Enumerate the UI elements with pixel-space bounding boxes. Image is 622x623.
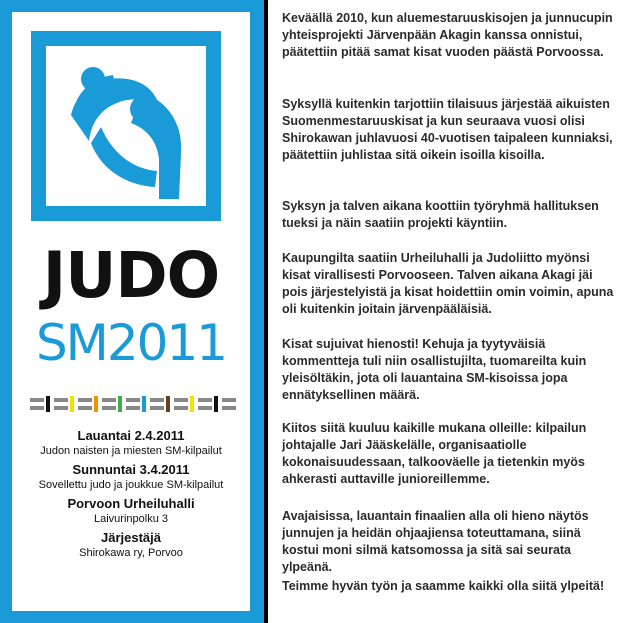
belt-group-4 <box>102 396 122 412</box>
poster-panel <box>12 12 250 611</box>
poster-subtitle: SM2011 <box>35 314 227 372</box>
article-paragraph-4: Kaupungilta saatiin Urheiluhalli ja Judoliitto myönsi kisat virallisesti Porvooseen. Talven aikana Akagi jäi pois järjestelyistä ja kisat hoidettiin omin voimin, apuna oli kuitenkin joitain järvenpääläisiä. <box>282 251 614 316</box>
event-description: Sovellettu judo ja joukkue SM-kilpailut <box>38 479 224 491</box>
belt-group-7 <box>174 396 194 412</box>
article-paragraph-7: Avajaisissa, lauantain finaalien alla oli hieno näytös junnujen ja heidän ohjaajiensa toteuttamana, siinä kostui moni silmä katsomossa ja sitä sai seurata ylpeänä. <box>282 509 589 574</box>
logo-frame <box>31 31 221 221</box>
event-poster <box>0 0 264 623</box>
article-paragraph-6: Kiitos siitä kuuluu kaikille mukana olleille: kilpailun johtajalle Jari Jääskelälle, organisaatiolle kokonaisuudessaan, talkooväelle ja tietenkin myös ahkerasti auttaville junioreillemme. <box>282 421 587 486</box>
organizer-name: Shirokawa ry, Porvoo <box>79 547 183 559</box>
event-date: Lauantai 2.4.2011 <box>77 428 185 443</box>
belt-stripes <box>30 396 238 412</box>
venue-name: Porvoon Urheiluhalli <box>67 496 195 511</box>
belt-group-5 <box>126 396 146 412</box>
poster-title: JUDO <box>42 239 220 312</box>
belt-group-8 <box>198 396 236 412</box>
belt-group-1 <box>30 396 50 412</box>
article-paragraph-1: Keväällä 2010, kun aluemestaruuskisojen ja junnucupin yhteisprojekti Järvenpään Akagin kanssa onnistui, päätettiin pitää samat kisat vuoden päästä Porvoossa. <box>282 11 613 59</box>
belt-group-2 <box>54 396 74 412</box>
belt-group-6 <box>150 396 170 412</box>
article-paragraph-3: Syksyn ja talven aikana koottiin työryhmä hallituksen tueksi ja näin saatiin projekti käyntiin. <box>282 199 599 230</box>
article-panel <box>268 0 622 623</box>
organizer-label: Järjestäjä <box>101 530 161 545</box>
organizer <box>12 530 250 560</box>
venue <box>12 496 250 526</box>
venue-address: Laivurinpolku 3 <box>94 513 168 525</box>
judoka-throw-icon <box>31 31 221 221</box>
event-date: Sunnuntai 3.4.2011 <box>72 462 190 477</box>
event-sunday <box>12 462 250 492</box>
event-saturday <box>12 428 250 458</box>
belt-group-3 <box>78 396 98 412</box>
article-paragraph-5: Kisat sujuivat hienosti! Kehuja ja tyytyväisiä kommentteja tuli niin osallistujilta, tuomareilta kuin yleisöltäkin, jota oli lauantaina SM-kisoissa jopa ennätyksellinen määrä. <box>282 337 587 402</box>
article-paragraph-2: Syksyllä kuitenkin tarjottiin tilaisuus järjestää aikuisten Suomenmestaruuskisat ja kun seuraava vuosi olisi Shirokawan juhlavuosi 40-vuotisen taipaleen kunniaksi, päätettiin juhlistaa sitä oikein isoilla kisoilla. <box>282 97 613 162</box>
article-paragraph-8: Teimme hyvän työn ja saamme kaikki olla siitä ylpeitä! <box>282 579 605 593</box>
event-description: Judon naisten ja miesten SM-kilpailut <box>40 445 222 457</box>
